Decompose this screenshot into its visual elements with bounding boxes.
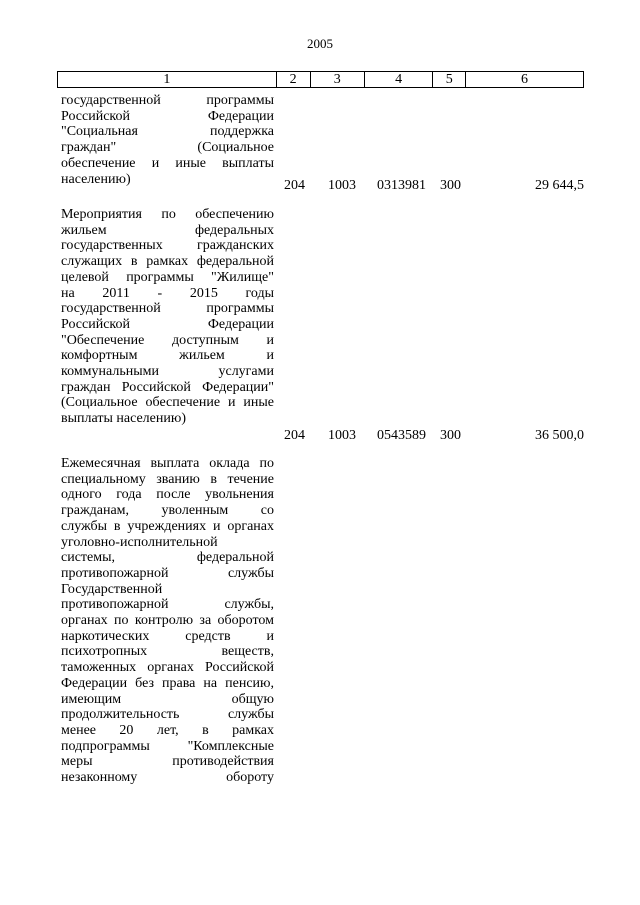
description-line: меры противодействия [61, 754, 274, 770]
description-line: специальному званию в течение [61, 471, 274, 487]
row-description [61, 207, 274, 427]
description-line: гражданам, уволенным со [61, 503, 274, 519]
cell-target-article: 0313981 [377, 178, 426, 193]
description-line: психотропных веществ, [61, 644, 274, 660]
cell-subsection: 1003 [328, 178, 356, 193]
description-line: Государственной [61, 581, 163, 597]
column-header-4: 4 [365, 72, 433, 88]
description-line: Российской Федерации [61, 316, 274, 332]
description-line: служащих в рамках федеральной [61, 254, 274, 270]
description-line: службы в учреждениях и органах [61, 518, 274, 534]
description-line: противопожарной службы, [61, 597, 274, 613]
cell-subsection: 1003 [328, 428, 356, 443]
cell-expense-type: 300 [440, 178, 461, 193]
description-line: системы, федеральной [61, 550, 274, 566]
cell-section: 204 [284, 428, 305, 443]
cell-section: 204 [284, 178, 305, 193]
description-line: менее 20 лет, в рамках [61, 722, 274, 738]
description-line: государственных гражданских [61, 238, 274, 254]
row-description [61, 456, 274, 786]
description-line: комфортным жильем и [61, 348, 274, 364]
description-line: жильем федеральных [61, 222, 274, 238]
column-header-5: 5 [433, 72, 466, 88]
description-line: выплаты населению) [61, 411, 186, 427]
description-line: Мероприятия по обеспечению [61, 207, 274, 222]
description-line: государственной программы [61, 93, 274, 108]
description-line: одного года после увольнения [61, 487, 274, 503]
description-line: на 2011 - 2015 годы [61, 285, 274, 301]
description-line: граждан" (Социальное [61, 140, 274, 156]
description-line: уголовно-исполнительной [61, 534, 218, 550]
description-line: целевой программы "Жилище" [61, 269, 274, 285]
description-line: незаконному обороту [61, 770, 274, 786]
description-line: "Обеспечение доступным и [61, 332, 274, 348]
column-header-3: 3 [310, 72, 365, 88]
description-line: Российской Федерации [61, 108, 274, 124]
description-line: наркотических средств и [61, 628, 274, 644]
description-line: продолжительность службы [61, 707, 274, 723]
description-line: таможенных органах Российской [61, 660, 274, 676]
description-line: имеющим общую [61, 691, 274, 707]
description-line: государственной программы [61, 301, 274, 317]
column-header-1: 1 [163, 72, 171, 87]
description-line: коммунальными услугами [61, 364, 274, 380]
description-line: обеспечение и иные выплаты [61, 155, 274, 171]
column-header-2: 2 [276, 72, 310, 88]
description-line: подпрограммы "Комплексные [61, 738, 274, 754]
description-line: "Социальная поддержка [61, 124, 274, 140]
description-line: (Социальное обеспечение и иные [61, 395, 274, 411]
description-line: Ежемесячная выплата оклада по [61, 456, 274, 471]
cell-amount: 36 500,0 [535, 428, 584, 443]
cell-expense-type: 300 [440, 428, 461, 443]
column-header-6: 6 [466, 72, 584, 88]
description-line: органах по контролю за оборотом [61, 613, 274, 629]
description-line: граждан Российской Федерации" [61, 379, 274, 395]
cell-target-article: 0543589 [377, 428, 426, 443]
description-line: противопожарной службы [61, 565, 274, 581]
description-line: населению) [61, 171, 131, 187]
row-description [61, 93, 274, 187]
cell-amount: 29 644,5 [535, 178, 584, 193]
column-header-row [57, 71, 584, 88]
page-number: 2005 [307, 36, 333, 51]
description-line: Федерации без права на пенсию, [61, 675, 274, 691]
